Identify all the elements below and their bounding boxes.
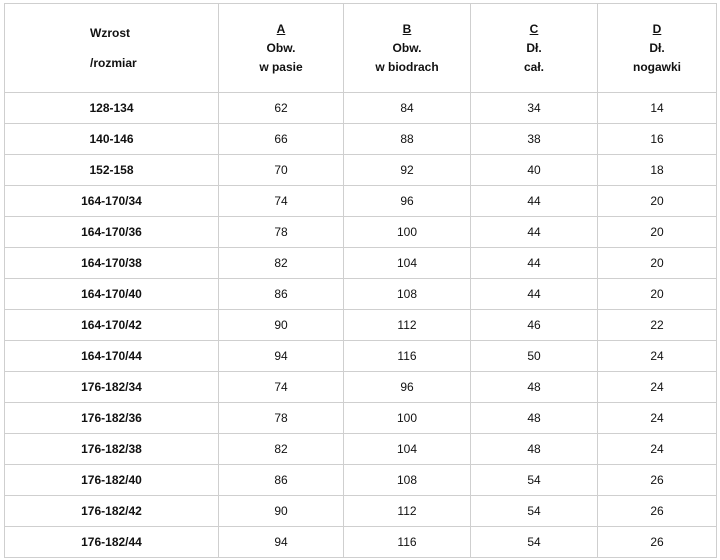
- header-row: [5, 4, 717, 93]
- size-cell: 152-158: [5, 155, 219, 186]
- hips-cell: 88: [344, 124, 471, 155]
- hips-cell: 112: [344, 310, 471, 341]
- header-col-b-line1: Obw.: [392, 40, 422, 55]
- waist-cell: 78: [219, 217, 344, 248]
- total-length-cell: 54: [471, 496, 598, 527]
- hips-cell: 96: [344, 372, 471, 403]
- table-row: [5, 403, 717, 434]
- total-length-cell: 54: [471, 527, 598, 558]
- total-length-cell: 40: [471, 155, 598, 186]
- leg-length-cell: 20: [598, 248, 717, 279]
- waist-cell: 82: [219, 248, 344, 279]
- hips-cell: 116: [344, 527, 471, 558]
- leg-length-cell: 26: [598, 465, 717, 496]
- table-row: [5, 372, 717, 403]
- header-col-b-letter: B: [402, 21, 412, 36]
- size-cell: 164-170/44: [5, 341, 219, 372]
- leg-length-cell: 14: [598, 93, 717, 124]
- total-length-cell: 48: [471, 372, 598, 403]
- header-col-b: [344, 4, 471, 93]
- hips-cell: 104: [344, 248, 471, 279]
- header-col-c-line1: Dł.: [526, 40, 542, 55]
- total-length-cell: 38: [471, 124, 598, 155]
- waist-cell: 86: [219, 279, 344, 310]
- waist-cell: 90: [219, 496, 344, 527]
- leg-length-cell: 24: [598, 372, 717, 403]
- header-col-b-line2: w biodrach: [375, 59, 439, 74]
- header-size-line1: Wzrost: [90, 26, 130, 40]
- size-cell: 176-182/44: [5, 527, 219, 558]
- hips-cell: 100: [344, 403, 471, 434]
- table-row: [5, 155, 717, 186]
- hips-cell: 100: [344, 217, 471, 248]
- waist-cell: 74: [219, 372, 344, 403]
- leg-length-cell: 20: [598, 217, 717, 248]
- total-length-cell: 48: [471, 403, 598, 434]
- total-length-cell: 44: [471, 217, 598, 248]
- waist-cell: 82: [219, 434, 344, 465]
- hips-cell: 92: [344, 155, 471, 186]
- waist-cell: 74: [219, 186, 344, 217]
- hips-cell: 96: [344, 186, 471, 217]
- waist-cell: 62: [219, 93, 344, 124]
- table-row: [5, 279, 717, 310]
- waist-cell: 94: [219, 527, 344, 558]
- size-cell: 176-182/34: [5, 372, 219, 403]
- header-col-c: [471, 4, 598, 93]
- leg-length-cell: 22: [598, 310, 717, 341]
- table-body: [5, 93, 717, 558]
- size-cell: 176-182/36: [5, 403, 219, 434]
- header-size-line2: /rozmiar: [90, 56, 137, 70]
- waist-cell: 86: [219, 465, 344, 496]
- hips-cell: 84: [344, 93, 471, 124]
- total-length-cell: 54: [471, 465, 598, 496]
- table-row: [5, 248, 717, 279]
- hips-cell: 104: [344, 434, 471, 465]
- table-row: [5, 496, 717, 527]
- waist-cell: 94: [219, 341, 344, 372]
- size-cell: 140-146: [5, 124, 219, 155]
- size-cell: 164-170/36: [5, 217, 219, 248]
- table-row: [5, 434, 717, 465]
- total-length-cell: 50: [471, 341, 598, 372]
- size-cell: 164-170/40: [5, 279, 219, 310]
- total-length-cell: 44: [471, 186, 598, 217]
- table-row: [5, 93, 717, 124]
- table-row: [5, 310, 717, 341]
- leg-length-cell: 24: [598, 403, 717, 434]
- waist-cell: 70: [219, 155, 344, 186]
- header-col-d-line1: Dł.: [649, 40, 665, 55]
- hips-cell: 112: [344, 496, 471, 527]
- hips-cell: 108: [344, 279, 471, 310]
- total-length-cell: 44: [471, 248, 598, 279]
- leg-length-cell: 18: [598, 155, 717, 186]
- header-col-d-line2: nogawki: [632, 59, 681, 74]
- header-col-a: [219, 4, 344, 93]
- total-length-cell: 34: [471, 93, 598, 124]
- leg-length-cell: 24: [598, 434, 717, 465]
- waist-cell: 78: [219, 403, 344, 434]
- size-cell: 164-170/34: [5, 186, 219, 217]
- size-cell: 164-170/42: [5, 310, 219, 341]
- total-length-cell: 44: [471, 279, 598, 310]
- table-row: [5, 186, 717, 217]
- size-cell: 176-182/42: [5, 496, 219, 527]
- leg-length-cell: 16: [598, 124, 717, 155]
- header-col-a-line1: Obw.: [266, 40, 296, 55]
- hips-cell: 108: [344, 465, 471, 496]
- size-chart: [4, 3, 716, 557]
- size-cell: 176-182/38: [5, 434, 219, 465]
- header-col-c-letter: C: [529, 21, 539, 36]
- table-row: [5, 527, 717, 558]
- total-length-cell: 48: [471, 434, 598, 465]
- total-length-cell: 46: [471, 310, 598, 341]
- header-col-a-line2: w pasie: [259, 59, 303, 74]
- leg-length-cell: 20: [598, 186, 717, 217]
- waist-cell: 90: [219, 310, 344, 341]
- size-table: [4, 3, 717, 558]
- leg-length-cell: 26: [598, 496, 717, 527]
- header-col-d: [598, 4, 717, 93]
- size-cell: 128-134: [5, 93, 219, 124]
- leg-length-cell: 20: [598, 279, 717, 310]
- table-row: [5, 465, 717, 496]
- waist-cell: 66: [219, 124, 344, 155]
- header-col-c-line2: cał.: [523, 59, 544, 74]
- leg-length-cell: 24: [598, 341, 717, 372]
- leg-length-cell: 26: [598, 527, 717, 558]
- header-col-d-letter: D: [652, 21, 662, 36]
- header-size: [5, 4, 219, 93]
- header-col-a-letter: A: [276, 21, 286, 36]
- hips-cell: 116: [344, 341, 471, 372]
- table-row: [5, 124, 717, 155]
- table-row: [5, 341, 717, 372]
- size-cell: 176-182/40: [5, 465, 219, 496]
- table-row: [5, 217, 717, 248]
- table-header: [5, 4, 717, 93]
- size-cell: 164-170/38: [5, 248, 219, 279]
